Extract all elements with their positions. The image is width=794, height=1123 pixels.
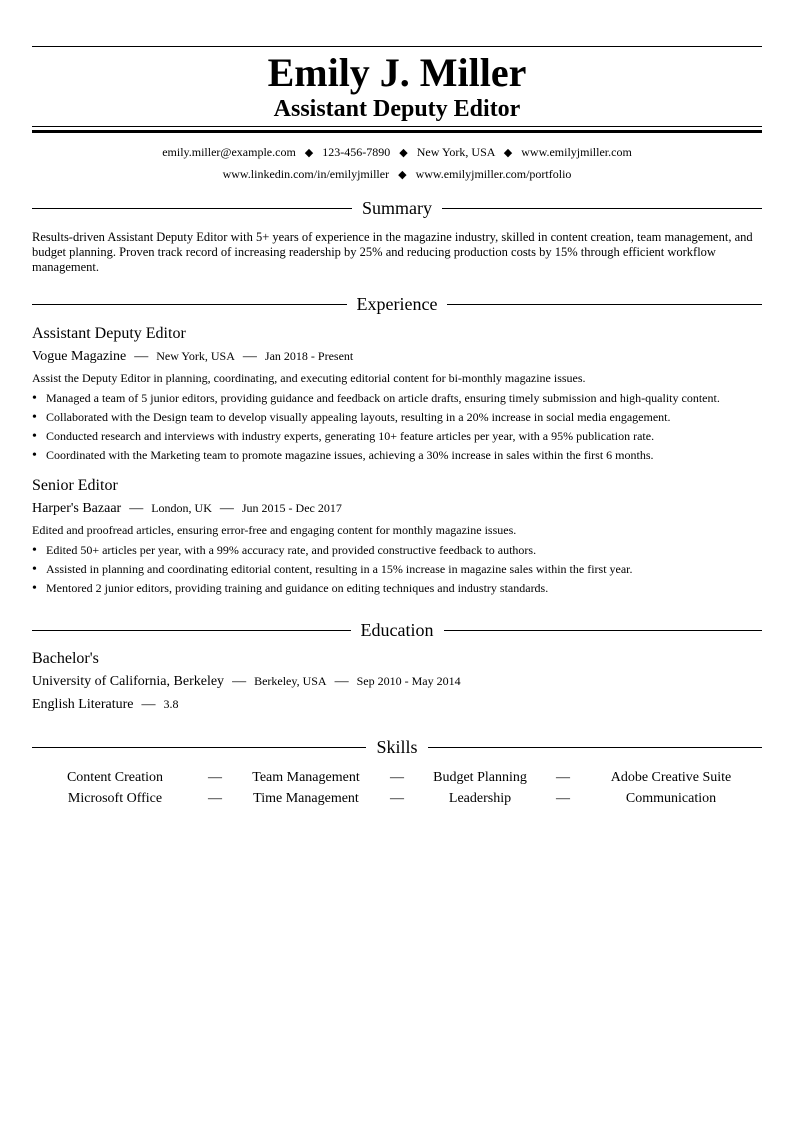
education-gpa: 3.8: [163, 697, 179, 711]
diamond-separator-icon: ◆: [304, 147, 314, 159]
skill-separator: —: [390, 770, 404, 785]
job-title: Assistant Deputy Editor: [32, 325, 186, 342]
summary-text: Results-driven Assistant Deputy Editor with 5+ years of experience in the magazine industry, skilled in content creation, team management, and budget planning. Proven track record of increasing readership by 25% and reducing production costs by 15% through efficient workflow management.: [32, 230, 753, 274]
bullet-icon: •: [32, 410, 37, 425]
bullet-icon: •: [32, 391, 37, 406]
skill-item: Communication: [625, 791, 717, 806]
job-company: Vogue Magazine: [32, 349, 127, 364]
education-field-row: [32, 694, 762, 715]
heading-rule-right: [444, 630, 763, 631]
list-item: [32, 541, 762, 560]
candidate-name: Emily J. Miller: [267, 50, 527, 95]
skill-item: Team Management: [252, 770, 360, 785]
education-meta: [32, 671, 762, 692]
bullet-text: Coordinated with the Marketing team to promote magazine issues, achieving a 30% increase in sales within the first 6 months.: [46, 448, 654, 462]
education-degree: Bachelor's: [32, 650, 99, 667]
contact-line-1: [32, 142, 762, 164]
list-item: [32, 408, 762, 427]
dash-separator: —: [232, 674, 247, 689]
summary-heading: Summary: [362, 198, 432, 218]
experience-section-heading: [32, 292, 762, 316]
experience-heading: Experience: [356, 294, 438, 314]
list-item: [32, 446, 762, 465]
job-title: Senior Editor: [32, 477, 118, 494]
heading-rule-left: [32, 304, 347, 305]
skill-row: [32, 788, 762, 809]
bullet-icon: •: [32, 543, 37, 558]
bullet-text: Edited 50+ articles per year, with a 99% accuracy rate, and provided constructive feedback to authors.: [46, 543, 537, 557]
skill-separator: —: [556, 770, 570, 785]
dash-separator: —: [134, 349, 149, 364]
bullet-icon: •: [32, 448, 37, 463]
education-dates: Sep 2010 - May 2014: [356, 674, 461, 688]
heading-rule-right: [447, 304, 762, 305]
education-section-heading: [32, 618, 762, 642]
job-location: New York, USA: [156, 349, 235, 363]
contact-line-2: [32, 164, 762, 186]
list-item: [32, 389, 762, 408]
bullet-icon: •: [32, 581, 37, 596]
dash-separator: —: [219, 501, 234, 516]
heading-rule-left: [32, 630, 351, 631]
skill-item: Leadership: [448, 791, 512, 806]
education-heading: Education: [360, 620, 434, 640]
contact-location: New York, USA: [416, 145, 495, 159]
education-school: University of California, Berkeley: [32, 674, 225, 689]
diamond-separator-icon: ◆: [398, 169, 407, 181]
list-item: [32, 579, 762, 598]
bullet-icon: •: [32, 429, 37, 444]
bullet-text: Managed a team of 5 junior editors, providing guidance and feedback on article drafts, ensuring timely submission and high-quality content.: [46, 391, 720, 405]
contact-website[interactable]: www.emilyjmiller.com: [521, 145, 632, 159]
job-dates: Jan 2018 - Present: [264, 349, 354, 363]
job-description: Assist the Deputy Editor in planning, coordinating, and executing editorial content for bi-monthly magazine issues.: [32, 371, 586, 385]
skills-section-heading: [32, 735, 762, 759]
heading-rule-left: [32, 208, 352, 209]
bullet-text: Assisted in planning and coordinating editorial content, resulting in a 15% increase in magazine sales within the first year.: [46, 562, 633, 576]
skills-grid: [32, 767, 762, 809]
dash-separator: —: [242, 349, 257, 364]
header-thin-rule: [32, 126, 762, 127]
header-thick-rule: [32, 130, 762, 133]
education-location: Berkeley, USA: [254, 674, 327, 688]
contact-linkedin[interactable]: www.linkedin.com/in/emilyjmiller: [222, 167, 390, 181]
job-meta: [32, 346, 762, 367]
skills-heading: Skills: [376, 737, 418, 757]
list-item: [32, 560, 762, 579]
skill-item: Time Management: [253, 791, 359, 806]
skill-item: Content Creation: [66, 770, 164, 785]
skill-item: Microsoft Office: [67, 791, 163, 806]
resume-page: [32, 46, 762, 809]
bullet-text: Conducted research and interviews with industry experts, generating 10+ feature articles per year, with a 95% publication rate.: [46, 429, 655, 443]
heading-rule-left: [32, 747, 366, 748]
dash-separator: —: [334, 674, 349, 689]
candidate-title: Assistant Deputy Editor: [273, 96, 521, 122]
list-item: [32, 427, 762, 446]
job-dates: Jun 2015 - Dec 2017: [241, 501, 342, 515]
skill-separator: —: [390, 791, 404, 806]
contact-portfolio[interactable]: www.emilyjmiller.com/portfolio: [415, 167, 572, 181]
education-entry: [32, 649, 762, 715]
skill-separator: —: [556, 791, 570, 806]
job-location: London, UK: [151, 501, 212, 515]
diamond-separator-icon: ◆: [503, 147, 513, 159]
skill-row: [32, 767, 762, 788]
contact-email[interactable]: emily.miller@example.com: [162, 145, 296, 159]
heading-rule-right: [442, 208, 762, 209]
contact-phone[interactable]: 123-456-7890: [322, 145, 391, 159]
job-bullets: [32, 389, 762, 465]
skill-item: Budget Planning: [433, 770, 527, 785]
summary-section-heading: [32, 196, 762, 220]
job-entry: [32, 324, 762, 465]
skill-separator: —: [208, 770, 222, 785]
job-meta: [32, 498, 762, 519]
heading-rule-right: [428, 747, 762, 748]
job-entry: [32, 476, 762, 598]
bullet-icon: •: [32, 562, 37, 577]
diamond-separator-icon: ◆: [399, 147, 408, 159]
bullet-text: Collaborated with the Design team to develop visually appealing layouts, resulting in a 20% increase in social media engagement.: [46, 410, 671, 424]
skill-separator: —: [208, 791, 222, 806]
bullet-text: Mentored 2 junior editors, providing training and guidance on editing techniques and industry standards.: [46, 581, 549, 595]
job-description: Edited and proofread articles, ensuring error-free and engaging content for monthly magazine issues.: [32, 523, 517, 537]
dash-separator: —: [129, 501, 144, 516]
education-field: English Literature: [32, 697, 134, 712]
header-top-rule: [32, 46, 762, 47]
job-bullets: [32, 541, 762, 598]
skill-item: Adobe Creative Suite: [610, 770, 732, 785]
job-company: Harper's Bazaar: [32, 501, 122, 516]
dash-separator: —: [141, 697, 156, 712]
